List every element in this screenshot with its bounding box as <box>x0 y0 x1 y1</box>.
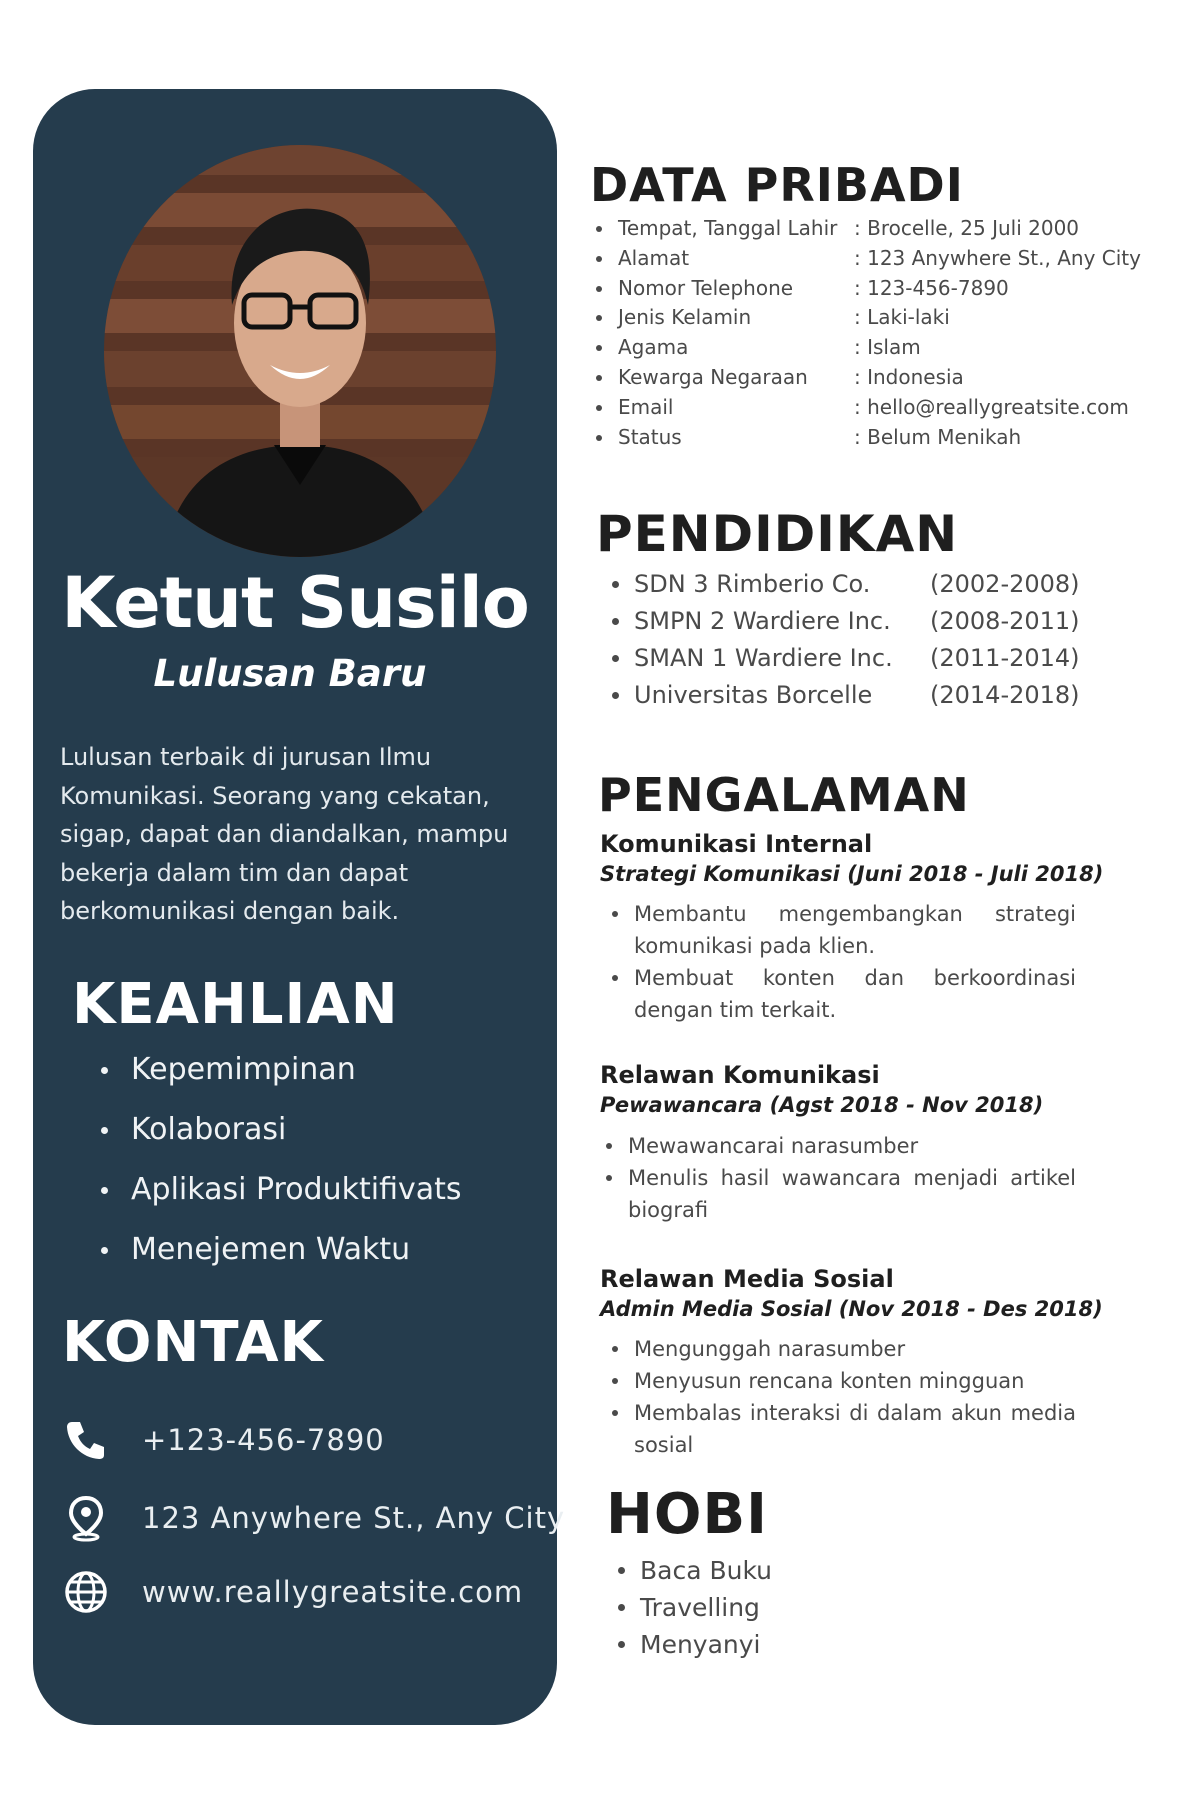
personal-data-row: Alamat : 123 Anywhere St., Any City <box>590 244 1141 274</box>
contact-phone <box>62 1416 552 1466</box>
profile-summary: Lulusan terbaik di jurusan Ilmu Komunikasi. Seorang yang cekatan, sigap, dapat dan diandalkan, mampu bekerja dalam tim dan dapat berkomunikasi dengan baik. <box>60 743 509 925</box>
job-point: Menyusun rencana konten mingguan <box>606 1365 1076 1397</box>
skill-item: Kepemimpinan <box>95 1040 535 1100</box>
profile-photo <box>104 145 496 557</box>
personal-data-row: Nomor Telephone : 123-456-7890 <box>590 274 1141 304</box>
hobby-item: Menyanyi <box>612 1626 772 1663</box>
skills-list <box>95 1040 535 1280</box>
globe-icon <box>62 1568 110 1616</box>
personal-data-row: Kewarga Negaraan : Indonesia <box>590 363 1141 393</box>
hobbies-list <box>612 1552 772 1663</box>
job-subtitle: Strategi Komunikasi (Juni 2018 - Juli 2018) <box>600 862 1104 886</box>
candidate-name: Ketut Susilo <box>61 562 529 644</box>
hobbies-heading: HOBI <box>606 1482 768 1547</box>
job-subtitle: Admin Media Sosial (Nov 2018 - Des 2018) <box>600 1297 1103 1321</box>
job-subtitle: Pewawancara (Agst 2018 - Nov 2018) <box>600 1093 1044 1117</box>
personal-data-row: Status : Belum Menikah <box>590 423 1141 453</box>
personal-data-row: Agama : Islam <box>590 333 1141 363</box>
contact-phone-text: +123-456-7890 <box>142 1423 385 1457</box>
phone-icon <box>62 1416 110 1464</box>
personal-data-heading: DATA PRIBADI <box>590 158 964 212</box>
contact-heading: KONTAK <box>62 1310 324 1375</box>
skill-item: Menejemen Waktu <box>95 1220 535 1280</box>
hobby-item: Travelling <box>612 1589 772 1626</box>
education-heading: PENDIDIKAN <box>596 505 959 563</box>
job-points <box>606 898 1076 1026</box>
contact-address-text: 123 Anywhere St., Any City <box>142 1501 566 1535</box>
skills-heading: KEAHLIAN <box>72 972 399 1037</box>
personal-data-row: Jenis Kelamin : Laki-laki <box>590 303 1141 333</box>
job-points <box>600 1130 1076 1226</box>
job-points <box>606 1333 1076 1461</box>
education-row: SDN 3 Rimberio Co. (2002-2008) <box>606 566 1080 603</box>
job-point: Membuat konten dan berkoordinasi dengan tim terkait. <box>606 962 1076 1026</box>
hobby-item: Baca Buku <box>612 1552 772 1589</box>
education-row: Universitas Borcelle (2014-2018) <box>606 677 1080 714</box>
job-point: Mengunggah narasumber <box>606 1333 1076 1365</box>
education-row: SMPN 2 Wardiere Inc. (2008-2011) <box>606 603 1080 640</box>
personal-data-row: Tempat, Tanggal Lahir : Brocelle, 25 Juli 2000 <box>590 214 1141 244</box>
job-title: Komunikasi Internal <box>600 830 873 858</box>
personal-data-list <box>590 214 1141 452</box>
skill-item: Aplikasi Produktifivats <box>95 1160 535 1220</box>
skill-item: Kolaborasi <box>95 1100 535 1160</box>
job-point: Mewawancarai narasumber <box>600 1130 1076 1162</box>
job-point: Menulis hasil wawancara menjadi artikel biografi <box>600 1162 1076 1226</box>
contact-address <box>62 1494 566 1544</box>
education-list <box>606 566 1080 714</box>
experience-heading: PENGALAMAN <box>598 768 970 822</box>
job-point: Membantu mengembangkan strategi komunikasi pada klien. <box>606 898 1076 962</box>
contact-website-link[interactable]: www.reallygreatsite.com <box>142 1575 524 1609</box>
location-pin-icon <box>62 1494 110 1542</box>
personal-data-row: Email : hello@reallygreatsite.com <box>590 393 1141 423</box>
contact-website[interactable] <box>62 1568 552 1618</box>
job-title: Relawan Media Sosial <box>600 1265 894 1293</box>
job-title: Relawan Komunikasi <box>600 1061 880 1089</box>
education-row: SMAN 1 Wardiere Inc. (2011-2014) <box>606 640 1080 677</box>
job-point: Membalas interaksi di dalam akun media sosial <box>606 1397 1076 1461</box>
candidate-role: Lulusan Baru <box>153 652 427 695</box>
